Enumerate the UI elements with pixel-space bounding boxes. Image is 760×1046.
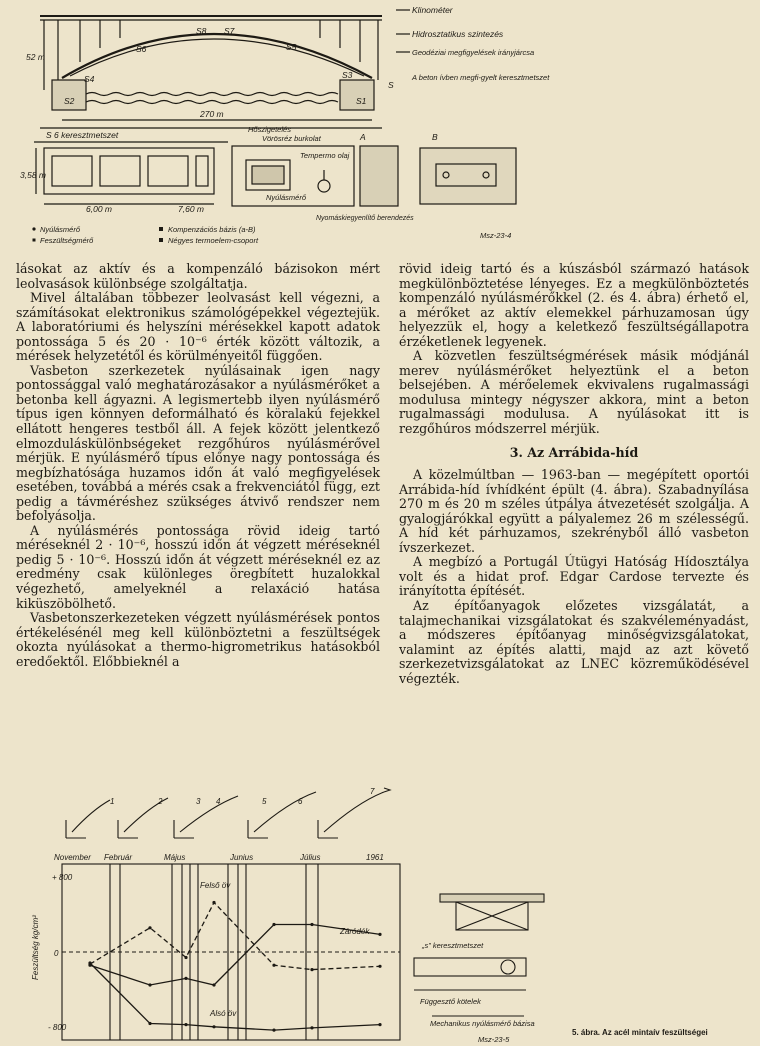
label-nyomas: Nyomáskiegyenlítő berendezés: [316, 215, 414, 222]
legend-geodezia: Geodéziai megfigyelések irányjárcsa: [412, 48, 535, 57]
stage-2: 2: [158, 797, 163, 806]
label-vorosrez: Vörösréz burkolat: [262, 134, 321, 143]
label-felso-ov: Felső öv: [200, 881, 231, 890]
dim-height: 3,58 m: [20, 170, 46, 180]
series-point: [310, 1026, 313, 1029]
series-point: [212, 1025, 215, 1028]
section-s5: S5: [286, 42, 297, 52]
dim-width-2: 7,60 m: [178, 204, 204, 214]
label-nyulasmero: Nyúlásmérő: [266, 193, 307, 202]
paragraph: rövid ideig tartó és a kúszásból származó hatások megkülönböztetése lényeges. Ez a megkülönböztetés kompenzáló nyúlásmérőkkel (2. és 4. ábra) érhető el, a mérőket az aktív elemekkel párhuzamosan úgy helyezzük el, hogy a keletkező feszültségállapotra érzéketlenek legyenek.: [399, 261, 749, 349]
series-point: [272, 1029, 275, 1032]
section-s4: S4: [84, 74, 95, 84]
series-point: [184, 956, 187, 959]
series-line-2: [90, 963, 380, 1030]
label-hoszigeteles: Hőszigetelés: [248, 125, 291, 134]
series-point: [378, 933, 381, 936]
paragraph: Vasbeton szerkezetek nyúlásainak igen nagy pontossággal való meghatározásakor a nyúlásmérőket a betonba kell ágyazni. A legismertebb ilyen nyúlásmérő típus igen könnyen deformálható és köralakú fejekkel ellátott hengeres testből áll. A fejek között jelentkező elmozduláskülönbségeket rezgőhúros nyúlásmérővel mérjük. E nyúlásmérő típus előnye nagy pontossága és megbízhatósága huzamos időn át való megfigyelések esetében, továbbá a mérés csak a frekvenciától függ, ezt pedig a távméréshez szükséges átvivő rendszer nem befolyásolja.: [16, 362, 380, 524]
section-s1: S1: [356, 96, 367, 106]
stage-4: 4: [216, 797, 221, 806]
legend-hidro: Hidrosztatikus szintezés: [412, 29, 504, 39]
cross-section-title: S 6 keresztmetszet: [46, 130, 119, 140]
series-point: [184, 1023, 187, 1026]
section-s: S: [388, 80, 394, 90]
figure-caption: 5. ábra. Az acél mintaív feszültségei: [572, 1028, 708, 1037]
paragraph: lásokat az aktív és a kompenzáló bázisokon mért leolvasások különbsége szolgáltatja.: [16, 261, 380, 291]
label-tempermo: Tempermo olaj: [300, 151, 350, 160]
span-label: 270 m: [200, 109, 224, 119]
paragraph: A közelmúltban — 1963-ban — megépített oportói Arrábida-híd ívhídként épült (4. ábra). Szabadnyílása 270 m és 20 m széles útpálya átvezetését szolgálja. A gyalogjárókkal együtt a pályalemez 26 m szélességű. A híd két párhuzamos, szekrényből álló vasbeton ívszerkezet.: [399, 467, 749, 555]
section-s6: S6: [136, 44, 147, 54]
series-point: [148, 926, 151, 929]
series-point: [148, 983, 151, 986]
paragraph: Mivel általában többezer leolvasást kell végezni, a számításokat elektronikus számológépekkel végeztejük. A laboratóriumi és helyszíni mérésekkel kapott adatok pontossága 5 és 20 · 10⁻⁶ érték között változik, a mérések helyzetétől és körülményeitől függően.: [16, 290, 380, 364]
paragraph: A nyúlásmérés pontossága rövid ideig tartó méréseknél 2 · 10⁻⁶, hosszú időn át végzett méréseknél pedig 5 · 10⁻⁶. Hosszú időn át végzett méréseknél ez az eredmény csak különleges öregbített huzalokkal végezhető, amelyeknél a relaxáció hatása kiküszöbölhető.: [16, 522, 380, 611]
series-point: [212, 983, 215, 986]
text-column-left: [16, 262, 380, 669]
stage-6: 6: [298, 797, 303, 806]
series-point: [378, 965, 381, 968]
series-point: [272, 964, 275, 967]
month-1961: 1961: [366, 853, 384, 862]
month-februar: Február: [104, 853, 133, 862]
figure-code-top: Msz-23-4: [480, 231, 512, 240]
month-november: November: [54, 853, 91, 862]
section-s7: S7: [224, 26, 235, 36]
series-point: [212, 901, 215, 904]
series-point: [88, 961, 91, 964]
label-s-cross: „s” keresztmetszet: [422, 941, 484, 950]
bridge-figure: [0, 0, 760, 250]
series-line-1: [90, 903, 380, 970]
month-majus: Május: [164, 853, 186, 862]
label-mechanikus: Mechanikus nyúlásmérő bázisa: [430, 1019, 535, 1028]
series-point: [148, 1022, 151, 1025]
label-fuggeszto: Függesztő kötelek: [420, 997, 481, 1006]
paragraph: Az építőanyagok előzetes vizsgálatát, a talajmechanikai vizsgálatokat és szakvéleményadást, a módszeres építőanyag minőségvizsgálatokat, valamint az építés alatti, majd az azt követő szerkezetvizsgálatokat az LNEC közreműködésével végezték.: [399, 598, 749, 686]
series-line-0: [90, 925, 380, 986]
rise-label: 52 m: [26, 52, 45, 62]
series-point: [184, 977, 187, 980]
legend-termoelem: Négyes termoelem-csoport: [168, 236, 259, 245]
figure-code-bottom: Msz-23-5: [478, 1035, 510, 1044]
series-point: [310, 923, 313, 926]
y-axis-label: Feszültség kg/cm²: [31, 915, 40, 980]
stage-1: 1: [110, 797, 115, 806]
dim-width-1: 6,00 m: [86, 204, 112, 214]
stage-5: 5: [262, 797, 267, 806]
section-s2: S2: [64, 96, 75, 106]
legend-klinometer: Klinométer: [412, 5, 453, 15]
ytick-bottom: - 800: [48, 1023, 67, 1032]
section-heading: 3. Az Arrábida-híd: [509, 444, 639, 460]
stress-figure: [0, 780, 760, 1046]
legend-feszultsegmero: Feszültségmérő: [40, 236, 94, 245]
month-julius: Július: [300, 853, 321, 862]
stage-3: 3: [196, 797, 201, 806]
section-s3: S3: [342, 70, 353, 80]
ytick-top: + 800: [52, 873, 73, 882]
text-column-right: [399, 262, 749, 686]
paragraph: A közvetlen feszültségmérések másik módjánál merev nyúlásmérőket helyeztünk el a beton belsejében. A mérőelemek ekvivalens rugalmassági modulusa mintegy négyszer akkora, mint a beton rugalmassági modulusa. A nyúlásokat itt is rezgőhúros módszerrel mérjük.: [399, 348, 749, 437]
paragraph: A megbízó a Portugál Útügyi Hatóság Hídosztálya volt és a hidat prof. Edgar Cardose tervezte és irányította építését.: [399, 554, 749, 599]
paragraph: Vasbetonszerkezeteken végzett nyúlásmérések pontos értékelésénél meg kell különböztetni a feszültségek okozta nyúlásokat a thermo-higrometrikus hatásokból eredőektől. Előbbieknél a: [16, 610, 380, 669]
label-zarodek: Záródék: [340, 927, 370, 936]
section-s8: S8: [196, 26, 207, 36]
legend-kompenzacios: Kompenzációs bázis (a-B): [168, 225, 256, 234]
label-also-ov: Alsó öv: [210, 1009, 237, 1018]
series-point: [272, 923, 275, 926]
series-point: [310, 968, 313, 971]
month-junius: Junius: [230, 853, 254, 862]
label-a: A: [360, 132, 366, 142]
legend-beton: A beton ívben megfi-gyelt keresztmetszet: [412, 73, 550, 82]
stage-7: 7: [370, 787, 375, 796]
series-point: [378, 1023, 381, 1026]
legend-nyulasmero: Nyúlásmérő: [40, 225, 81, 234]
label-b: B: [432, 132, 438, 142]
ytick-zero: 0: [54, 949, 59, 958]
